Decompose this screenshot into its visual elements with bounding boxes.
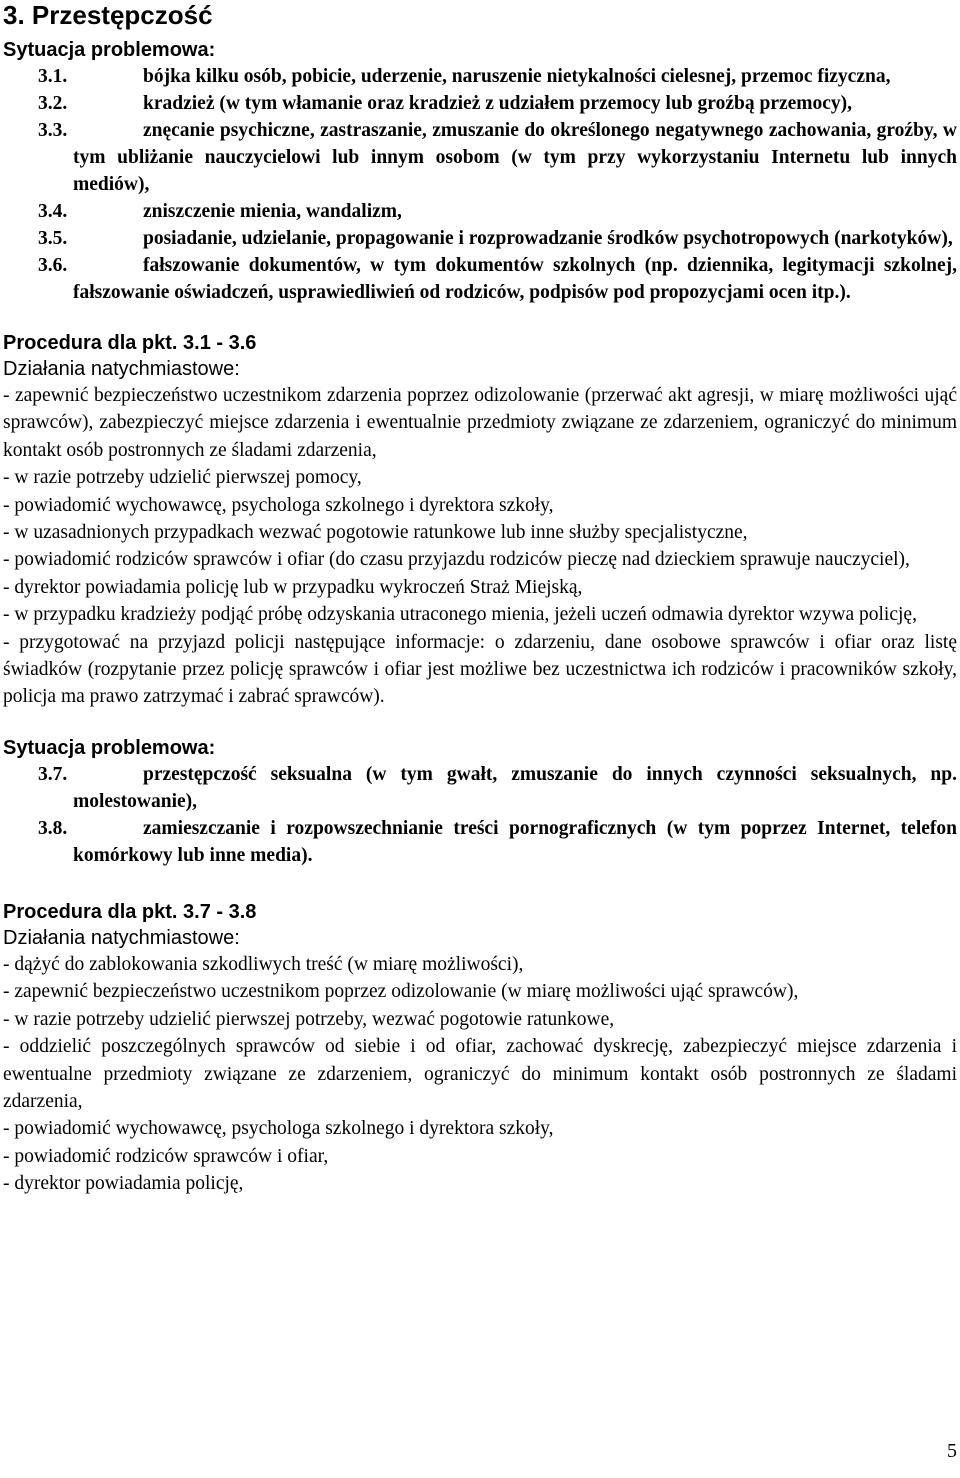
list-item: - przygotować na przyjazd policji następujące informacje: o zdarzeniu, dane osobowe sprawców i ofiar oraz listę świadków (rozpytanie przez policję sprawców i ofiar jest możliwe bez uczestnictwa ich rodziców i pracowników szkoły, policja ma prawo zatrzymać i zabrać sprawców). [3,631,957,708]
section2-list [3,761,957,869]
item-number: 3.4. [38,201,68,222]
item-text: bójka kilku osób, pobicie, uderzenie, naruszenie nietykalności cielesnej, przemoc fizyczna, [143,66,891,87]
item-text: znęcanie psychiczne, zastraszanie, zmuszanie do określonego negatywnego zachowania, groźby, w tym ubliżanie nauczycielowi lub innym osobom (w tym przy wykorzystaniu Internetu lub innych mediów), [73,120,957,195]
list-item: - w uzasadnionych przypadkach wezwać pogotowie ratunkowe lub inne służby specjalistyczne, [3,522,748,544]
chapter-title: 3. Przestępczość [3,0,213,30]
item-text: zamieszczanie i rozpowszechnianie treści pornograficznych (w tym poprzez Internet, telefon komórkowy lub inne media). [73,817,957,866]
list-item [3,117,957,198]
document-page [3,0,957,1198]
item-number: 3.6. [38,255,68,276]
list-item [3,198,957,225]
list-item: - w przypadku kradzieży podjąć próbę odzyskania utraconego mienia, jeżeli uczeń odmawia dyrektor wzywa policję, [3,604,917,626]
item-text: przestępczość seksualna (w tym gwałt, zmuszanie do innych czynności seksualnych, np. molestowanie), [73,763,957,812]
list-item: - powiadomić rodziców sprawców i ofiar (do czasu przyjazdu rodziców pieczę nad dzieckiem sprawuje nauczyciel), [3,549,910,571]
procedure1-subheading: Działania natychmiastowe: [3,358,240,380]
list-item: - zapewnić bezpieczeństwo uczestnikom poprzez odizolowanie (w miarę możliwości ująć sprawców), [3,981,799,1003]
procedure1-heading: Procedura dla pkt. 3.1 - 3.6 [3,332,257,354]
item-text: posiadanie, udzielanie, propagowanie i rozprowadzanie środków psychotropowych (narkotyków), [143,228,953,249]
page-number: 5 [947,1440,957,1462]
list-item: - powiadomić wychowawcę, psychologa szkolnego i dyrektora szkoły, [3,494,554,516]
item-number: 3.8. [38,817,68,839]
procedure1-list [3,382,957,711]
section1-list [3,63,957,306]
list-item [3,63,957,90]
item-number: 3.3. [38,120,68,141]
item-text: kradzież (w tym włamanie oraz kradzież z udziałem przemocy lub groźbą przemocy), [143,93,853,114]
procedure2-list [3,951,957,1198]
list-item [3,815,957,869]
item-text: zniszczenie mienia, wandalizm, [143,201,402,222]
list-item: - powiadomić wychowawcę, psychologa szkolnego i dyrektora szkoły, [3,1118,554,1140]
section1-heading: Sytuacja problemowa: [3,39,216,61]
list-item [3,90,957,117]
list-item: - zapewnić bezpieczeństwo uczestnikom zdarzenia poprzez odizolowanie (przerwać akt agresji, w miarę możliwości ująć sprawców), zabezpieczyć miejsce zdarzenia i ewentualnie przedmioty związane ze zdarzeniem, ograniczyć do minimum kontakt osób postronnych ze śladami zdarzenia, [3,385,957,461]
item-text: fałszowanie dokumentów, w tym dokumentów szkolnych (np. dziennika, legitymacji szkolnej, fałszowanie oświadczeń, usprawiedliwień od rodziców, podpisów pod propozycjami ocen itp.). [73,255,957,303]
list-item [3,252,957,306]
list-item: - w razie potrzeby udzielić pierwszej pomocy, [3,467,362,489]
procedure2-subheading: Działania natychmiastowe: [3,926,240,949]
list-item: - oddzielić poszczególnych sprawców od siebie i od ofiar, zachować dyskrecję, zabezpieczyć miejsce zdarzenia i ewentualne przedmioty związane ze zdarzeniem, ograniczyć do minimum kontakt osób postronnych ze śladami zdarzenia, [3,1036,957,1112]
list-item: - dążyć do zablokowania szkodliwych treść (w miarę możliwości), [3,953,524,975]
list-item: - w razie potrzeby udzielić pierwszej potrzeby, wezwać pogotowie ratunkowe, [3,1008,615,1030]
item-number: 3.5. [38,228,68,249]
item-number: 3.7. [38,763,68,785]
item-number: 3.1. [38,66,68,87]
list-item: - dyrektor powiadamia policję lub w przypadku wykroczeń Straż Miejską, [3,576,583,598]
list-item [3,225,957,252]
item-number: 3.2. [38,93,68,114]
list-item: - powiadomić rodziców sprawców i ofiar, [3,1145,329,1167]
section2-heading: Sytuacja problemowa: [3,736,216,759]
list-item [3,761,957,815]
procedure2-heading: Procedura dla pkt. 3.7 - 3.8 [3,900,257,923]
list-item: - dyrektor powiadamia policję, [3,1173,244,1195]
